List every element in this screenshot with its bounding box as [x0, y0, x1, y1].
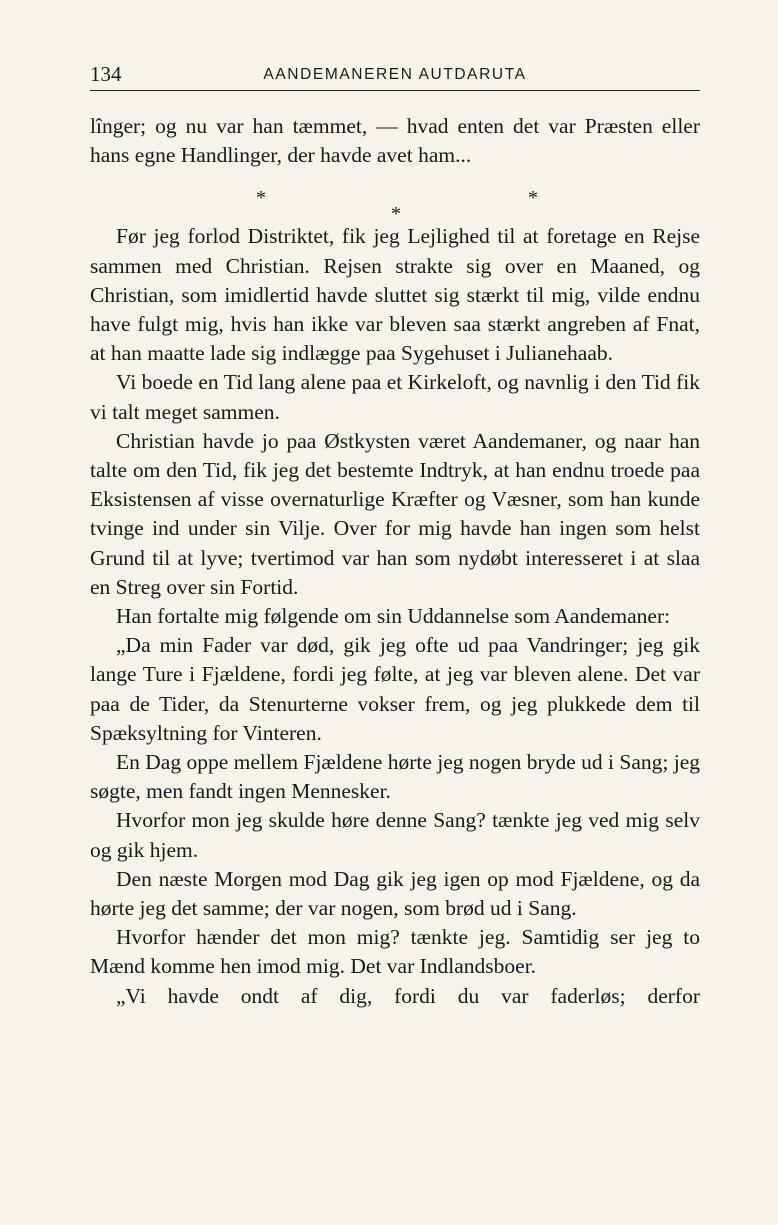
separator-star-center: * — [391, 203, 401, 226]
paragraph: Hvorfor hænder det mon mig? tænkte jeg. Samtidig ser jeg to Mænd komme hen imod mig. Det var Indlandsboer. — [90, 925, 700, 979]
paragraph: Den næste Morgen mod Dag gik jeg igen op mod Fjældene, og da hørte jeg det samme; der var nogen, som brød ud i Sang. — [90, 866, 700, 921]
paragraph: Christian havde jo paa Østkysten været Aandemaner, og naar han talte om den Tid, fik jeg det bestemte Indtryk, at han endnu troede paa Eksistensen af visse overnaturlige Kræfter og Væsner, som han kunde tvinge ind under sin Vilje. Over for mig havde han ingen som helst Grund til at lyve; tvertimod var han som nydøbt interesseret i at slaa en Streg over sin Fortid. — [90, 428, 700, 599]
separator-star-left: * — [256, 187, 266, 210]
separator-star-right: * — [528, 187, 538, 210]
paragraph: En Dag oppe mellem Fjældene hørte jeg nogen bryde ud i Sang; jeg søgte, men fandt ingen Mennesker. — [90, 750, 700, 804]
running-title: AANDEMANEREN AUTDARUTA — [263, 66, 527, 83]
body-text — [90, 112, 700, 1011]
page-header — [90, 60, 700, 91]
paragraph: „Da min Fader var død, gik jeg ofte ud paa Vandringer; jeg gik lange Ture i Fjældene, fordi jeg følte, at jeg var bleven alene. Det var paa de Tider, da Stenurterne vokser frem, og jeg plukkede dem til Spæksyltning for Vinteren. — [90, 633, 700, 745]
page-number: 134 — [90, 62, 122, 86]
paragraph: Hvorfor mon jeg skulde høre denne Sang? tænkte jeg ved mig selv og gik hjem. — [90, 808, 700, 862]
paragraph: lînger; og nu var han tæmmet, — hvad enten det var Præsten eller hans egne Handlinger, der havde avet ham... — [90, 114, 700, 168]
paragraph: Før jeg forlod Distriktet, fik jeg Lejlighed til at foretage en Rejse sammen med Christian. Rejsen strakte sig over en Maaned, og Christian, som imidlertid havde sluttet sig stærkt til mig, vilde endnu have fulgt mig, hvis han ikke var bleven saa stærkt angreben af Fnat, at han maatte lade sig indlægge paa Sygehuset i Julianehaab. — [90, 224, 700, 366]
paragraph: „Vi havde ondt af dig, fordi du var faderløs; derfor — [116, 983, 700, 1008]
paragraph: Vi boede en Tid lang alene paa et Kirkeloft, og navnlig i den Tid fik vi talt meget sammen. — [90, 370, 700, 424]
paragraph: Han fortalte mig følgende om sin Uddannelse som Aandemaner: — [116, 604, 671, 629]
section-separator — [90, 170, 700, 226]
